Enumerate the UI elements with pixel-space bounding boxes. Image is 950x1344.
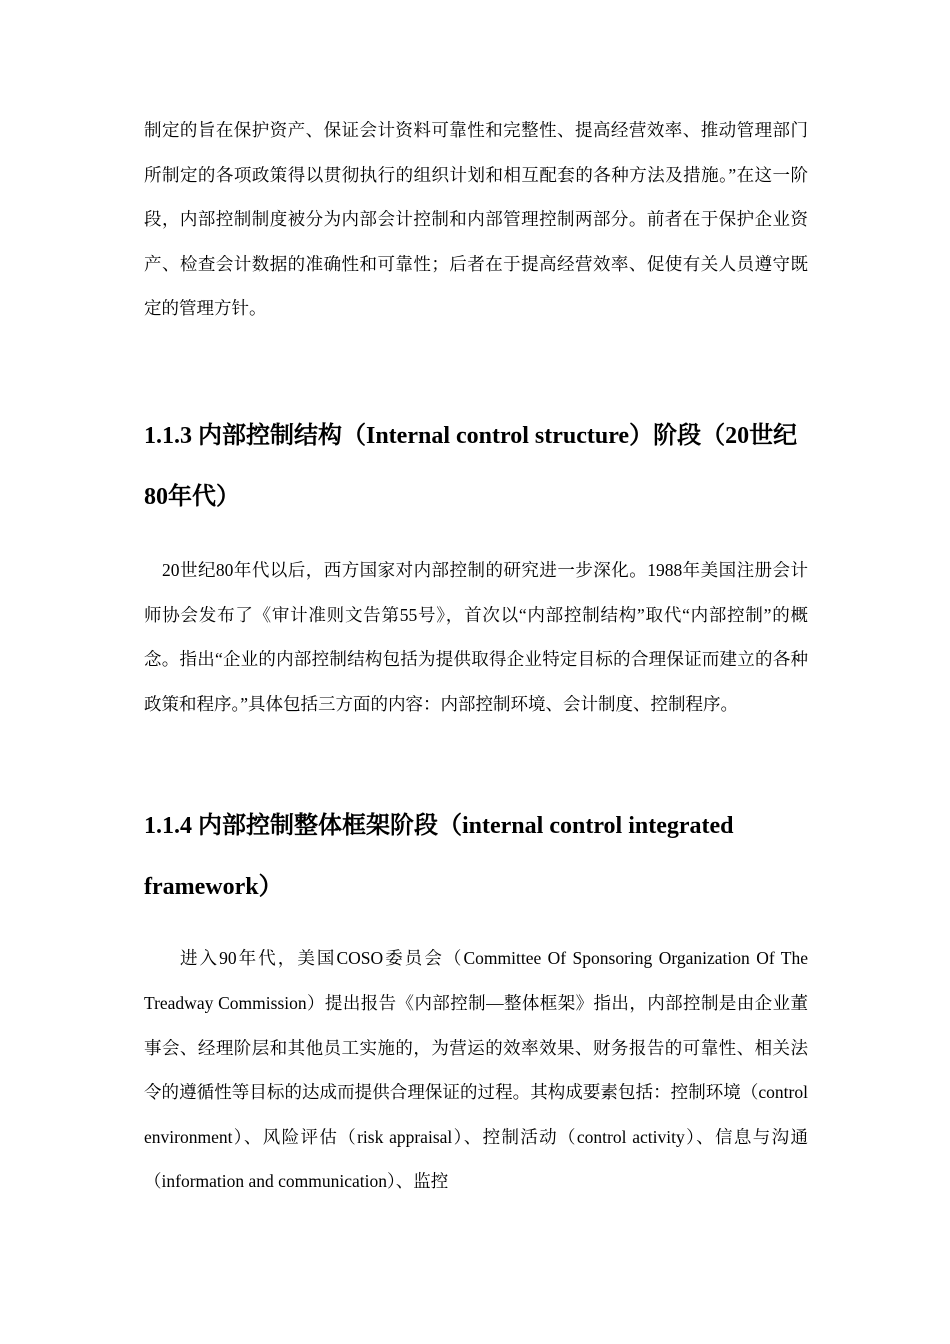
document-page [144,108,808,1204]
spacer [144,918,808,936]
spacer [144,726,808,796]
spacer [144,331,808,406]
paragraph-continuation: 制定的旨在保护资产、保证会计资料可靠性和完整性、提高经营效率、推动管理部门所制定的各项政策得以贯彻执行的组织计划和相互配套的各种方法及措施。”在这一阶段，内部控制制度被分为内部会计控制和内部管理控制两部分。前者在于保护企业资产、检查会计数据的准确性和可靠性；后者在于提高经营效率、促使有关人员遵守既定的管理方针。 [144,120,808,319]
section-heading-1-1-4: 1.1.4 内部控制整体框架阶段（internal control integrated framework） [144,813,734,901]
section-heading-1-1-3: 1.1.3 内部控制结构（Internal control structure）阶段（20世纪80年代） [144,422,798,510]
paragraph-integrated-framework: 进入90年代，美国COSO委员会（Committee Of Sponsoring Organization Of The Treadway Commission）提出报告《内部控制—整体框架》指出，内部控制是由企业董事会、经理阶层和其他员工实施的，为营运的效率效果、财务报告的可靠性、相关法令的遵循性等目标的达成而提供合理保证的过程。其构成要素包括：控制环境（control environment）、风险评估（risk appraisal）、控制活动（control activity）、信息与沟通（information and communication）、监控 [144,948,808,1192]
spacer [144,528,808,548]
paragraph-internal-control-structure: 20世纪80年代以后，西方国家对内部控制的研究进一步深化。1988年美国注册会计师协会发布了《审计准则文告第55号》，首次以“内部控制结构”取代“内部控制”的概念。指出“企业的内部控制结构包括为提供取得企业特定目标的合理保证而建立的各种政策和程序。”具体包括三方面的内容：内部控制环境、会计制度、控制程序。 [144,559,808,714]
